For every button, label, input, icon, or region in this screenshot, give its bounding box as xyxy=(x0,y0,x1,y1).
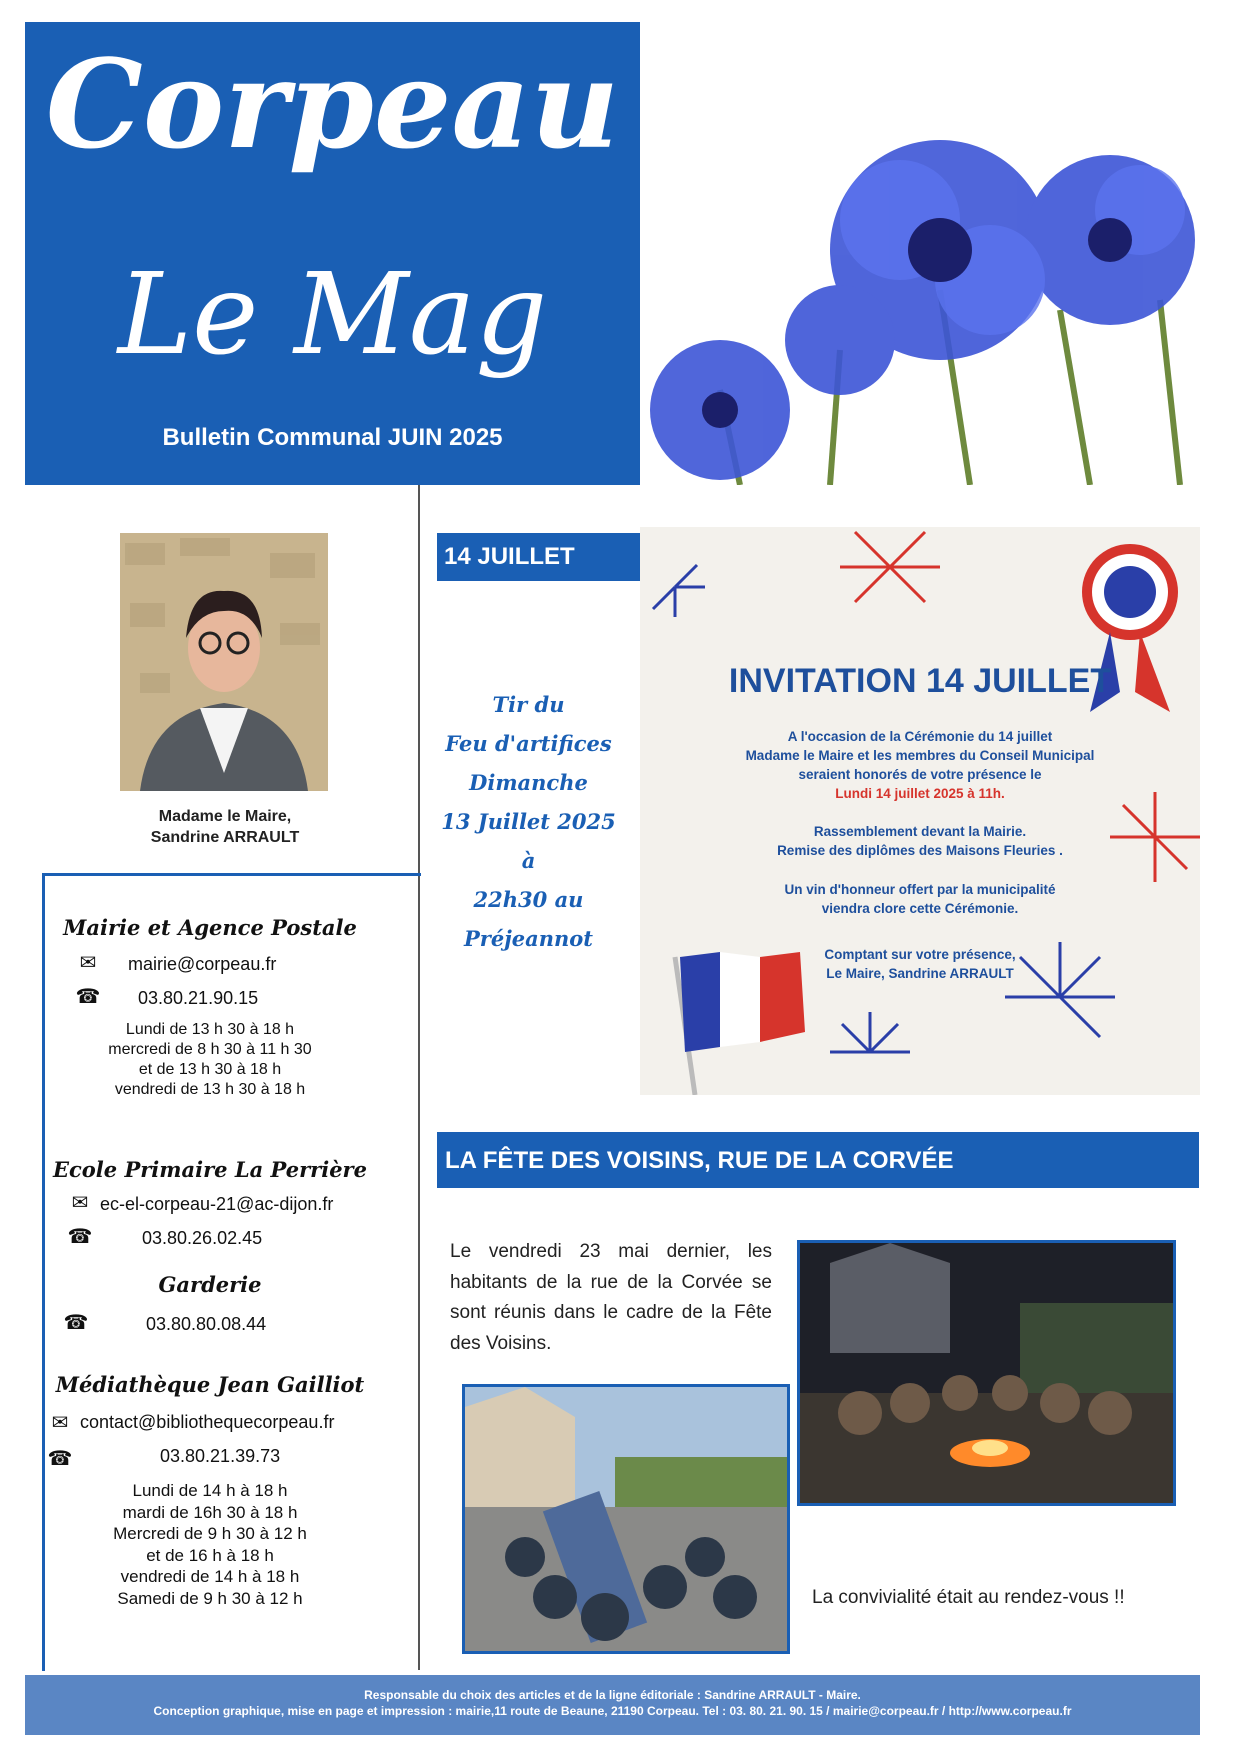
mayor-caption xyxy=(95,806,355,848)
invitation-line: viendra clore cette Cérémonie. xyxy=(821,901,1019,916)
mayor-caption-name: Sandrine ARRAULT xyxy=(150,829,300,846)
invitation-line: Madame le Maire et les membres du Conseil Municipal xyxy=(745,748,1095,763)
firework-announcement xyxy=(432,685,625,958)
invitation-line: Un vin d'honneur offert par la municipalité xyxy=(784,882,1056,897)
invitation-intro xyxy=(640,727,1200,803)
phone-icon: ☎ xyxy=(75,986,101,1008)
firework-line: Tir du xyxy=(492,692,565,717)
hours-line: et de 13 h 30 à 18 h xyxy=(138,1061,282,1078)
phone-icon: ☎ xyxy=(67,1226,93,1248)
envelope-icon: ✉ xyxy=(79,952,97,974)
hours-line: Samedi de 9 h 30 à 12 h xyxy=(117,1588,303,1608)
invitation-line: Comptant sur votre présence, xyxy=(824,947,1016,962)
footer-contact: Conception graphique, mise en page et impression : mairie,11 route de Beaune, 21190 Corpeau. Tel : 03. 80. 21. 90. 15 / mairie@corpeau.fr / http://www.corpeau.fr xyxy=(153,1704,1072,1718)
mairie-email[interactable]: mairie@corpeau.fr xyxy=(128,954,277,974)
phone-icon: ☎ xyxy=(47,1448,73,1470)
hours-line: mercredi de 8 h 30 à 11 h 30 xyxy=(108,1041,312,1058)
ecole-title: Ecole Primaire La Perrière xyxy=(53,1157,367,1182)
invitation-program xyxy=(640,822,1200,860)
firework-line: 13 Juillet 2025 à xyxy=(441,809,616,873)
ecole-email[interactable]: ec-el-corpeau-21@ac-dijon.fr xyxy=(100,1194,334,1214)
july-tag-label: 14 JUILLET xyxy=(444,543,575,570)
garderie-phone[interactable]: 03.80.80.08.44 xyxy=(146,1314,267,1334)
mayor-caption-title: Madame le Maire, xyxy=(158,808,292,825)
hours-line: et de 16 h à 18 h xyxy=(146,1545,274,1565)
invitation-line: Le Maire, Sandrine ARRAULT xyxy=(826,966,1014,981)
hours-line: vendredi de 14 h à 18 h xyxy=(120,1567,300,1586)
phone-icon: ☎ xyxy=(63,1312,89,1334)
mairie-hours xyxy=(40,1020,380,1100)
firework-line: Feu d'artifices xyxy=(445,731,612,756)
fete-banner-label: LA FÊTE DES VOISINS, RUE DE LA CORVÉE xyxy=(445,1147,954,1174)
mairie-phone[interactable]: 03.80.21.90.15 xyxy=(138,988,259,1008)
hours-line: Mercredi de 9 h 30 à 12 h xyxy=(113,1524,307,1543)
invitation-line: A l'occasion de la Cérémonie du 14 juillet xyxy=(787,729,1053,744)
fireworks-decoration xyxy=(640,527,1200,1095)
fete-photo-table xyxy=(462,1384,790,1654)
ecole-phone[interactable]: 03.80.26.02.45 xyxy=(142,1228,263,1248)
fete-section-banner xyxy=(437,1132,1199,1188)
fete-photo-night xyxy=(797,1240,1176,1506)
invitation-signature xyxy=(640,945,1200,983)
july-section-tag xyxy=(437,533,640,581)
mediatheque-phone[interactable]: 03.80.21.39.73 xyxy=(160,1446,281,1466)
firework-line: 22h30 au xyxy=(473,887,584,912)
hours-line: vendredi de 13 h 30 à 18 h xyxy=(114,1081,306,1098)
invitation-line: seraient honorés de votre présence le xyxy=(798,767,1042,782)
footer-editor: Responsable du choix des articles et de la ligne éditoriale : Sandrine ARRAULT - Maire. xyxy=(364,1688,861,1702)
fete-article-text: Le vendredi 23 mai dernier, les habitants de la rue de la Corvée se sont réunis dans le cadre de la Fête des Voisins. xyxy=(450,1241,772,1354)
hours-line: mardi de 16h 30 à 18 h xyxy=(122,1502,298,1522)
envelope-icon: ✉ xyxy=(71,1192,89,1214)
hours-line: Lundi de 14 h à 18 h xyxy=(132,1481,288,1500)
mayor-portrait xyxy=(120,533,328,791)
magazine-subtitle: Le Mag xyxy=(117,250,548,380)
invitation-title: INVITATION 14 JUILLET xyxy=(728,662,1112,700)
invitation-card xyxy=(640,527,1200,1095)
magazine-title: Corpeau xyxy=(45,32,620,176)
invitation-line: Rassemblement devant la Mairie. xyxy=(813,824,1027,839)
cornflower-image xyxy=(640,110,1200,485)
mediatheque-email[interactable]: contact@bibliothequecorpeau.fr xyxy=(80,1412,335,1432)
garderie-title: Garderie xyxy=(158,1272,262,1297)
fete-photo-caption: La convivialité était au rendez-vous !! xyxy=(812,1587,1125,1608)
firework-line: Préjeannot xyxy=(463,926,594,951)
mairie-title: Mairie et Agence Postale xyxy=(63,915,357,940)
bulletin-date: Bulletin Communal JUIN 2025 xyxy=(162,424,503,451)
mediatheque-title: Médiathèque Jean Gailliot xyxy=(55,1372,365,1397)
invitation-line: Remise des diplômes des Maisons Fleuries . xyxy=(777,843,1063,858)
masthead xyxy=(25,22,640,485)
footer xyxy=(25,1675,1200,1735)
hours-line: Lundi de 13 h 30 à 18 h xyxy=(125,1021,295,1038)
invitation-vin xyxy=(640,880,1200,918)
mediatheque-hours xyxy=(40,1480,380,1609)
firework-line: Dimanche xyxy=(469,770,588,795)
envelope-icon: ✉ xyxy=(51,1412,69,1434)
invitation-date: Lundi 14 juillet 2025 à 11h. xyxy=(835,786,1005,801)
